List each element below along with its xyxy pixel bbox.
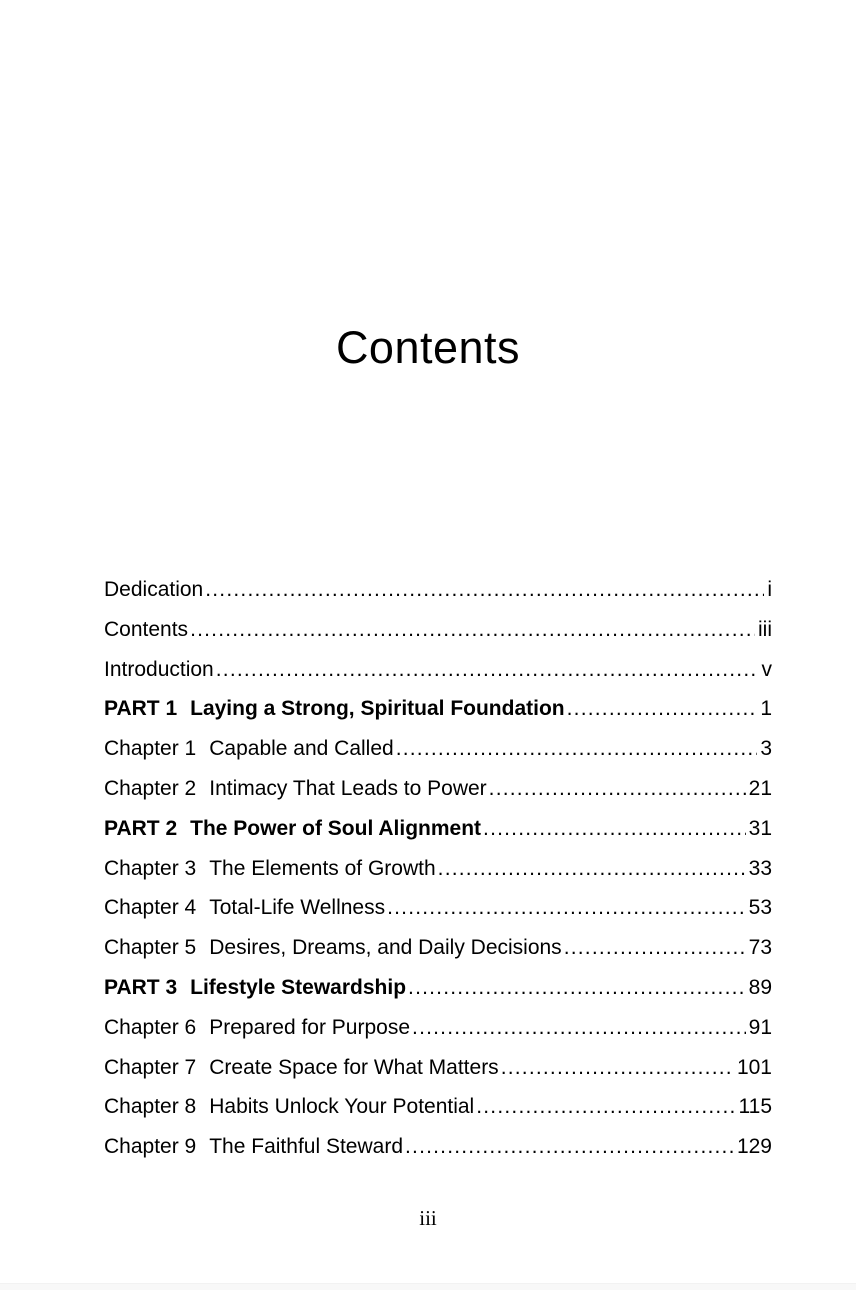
toc-entry-page: 33 [748, 856, 772, 880]
toc-entry-title: Dedication [104, 578, 204, 601]
toc-entry-page: 115 [738, 1095, 772, 1119]
toc-entry-title: Introduction [104, 657, 214, 681]
toc-entry-title: Desires, Dreams, and Daily Decisions [209, 936, 562, 960]
page-bottom-edge [0, 1283, 856, 1290]
toc-dot-leader [188, 610, 755, 650]
footer-page-number: iii [419, 1206, 437, 1230]
toc-entry-page: 3 [760, 737, 772, 761]
toc-entry-part-2 [104, 809, 772, 849]
toc-entry-page: 53 [748, 896, 772, 920]
table-of-contents [104, 570, 772, 1167]
toc-entry-chapter-6 [104, 1008, 772, 1048]
toc-entry-prefix: PART 3 [104, 975, 178, 999]
toc-entry-chapter-5 [104, 928, 772, 968]
toc-dot-leader [403, 1127, 734, 1167]
toc-entry-page: 129 [736, 1135, 772, 1159]
toc-entry-page: 91 [748, 1015, 772, 1039]
toc-dot-leader [487, 769, 746, 809]
toc-entry-prefix: PART 1 [104, 697, 178, 721]
toc-entry-title: Habits Unlock Your Potential [209, 1095, 475, 1119]
toc-entry-prefix: Chapter 8 [104, 1095, 197, 1119]
toc-dot-leader [394, 729, 758, 769]
toc-entry-part-3 [104, 968, 772, 1008]
toc-dot-leader [565, 689, 758, 729]
toc-entry-introduction [104, 650, 772, 690]
toc-entry-title: The Power of Soul Alignment [190, 816, 482, 840]
toc-entry-title: Prepared for Purpose [209, 1015, 411, 1039]
page-title: Contents [335, 322, 521, 373]
toc-dot-leader [562, 928, 746, 968]
toc-entry-title: Lifestyle Stewardship [190, 975, 407, 999]
toc-entry-title: Laying a Strong, Spiritual Foundation [190, 697, 565, 721]
toc-dot-leader [406, 968, 746, 1008]
toc-entry-page: 73 [748, 936, 772, 960]
toc-entry-page: 89 [748, 975, 772, 999]
toc-entry-prefix: Chapter 7 [104, 1055, 197, 1079]
toc-dot-leader [410, 1008, 746, 1048]
toc-entry-title: Contents [104, 617, 189, 641]
toc-dot-leader [474, 1087, 735, 1127]
toc-entry-chapter-2 [104, 769, 772, 809]
toc-entry-page: 101 [736, 1055, 772, 1079]
toc-entry-title: Total-Life Wellness [209, 896, 386, 920]
toc-entry-chapter-7 [104, 1048, 772, 1088]
toc-dot-leader [385, 888, 746, 928]
toc-entry-title: Intimacy That Leads to Power [209, 776, 487, 800]
toc-entry-part-1 [104, 689, 772, 729]
toc-entry-prefix: Chapter 9 [104, 1135, 197, 1159]
toc-entry-chapter-4 [104, 888, 772, 928]
toc-entry-page: iii [758, 617, 772, 641]
toc-entry-prefix: Chapter 5 [104, 936, 197, 960]
toc-entry-page: 1 [760, 697, 772, 721]
toc-entry-title: Create Space for What Matters [209, 1055, 499, 1079]
toc-entry-chapter-1 [104, 729, 772, 769]
toc-entry-page: v [761, 657, 772, 681]
toc-entry-chapter-9 [104, 1127, 772, 1167]
toc-entry-chapter-8 [104, 1087, 772, 1127]
toc-entry-page: 21 [748, 776, 772, 800]
toc-dot-leader [499, 1048, 734, 1088]
toc-entry-dedication [104, 570, 772, 610]
toc-dot-leader [436, 849, 746, 889]
toc-entry-prefix: Chapter 6 [104, 1015, 197, 1039]
toc-entry-prefix: Chapter 4 [104, 896, 197, 920]
toc-dot-leader [203, 570, 764, 610]
toc-entry-title: Capable and Called [209, 737, 394, 761]
toc-entry-page: 31 [748, 816, 772, 840]
toc-entry-prefix: Chapter 2 [104, 776, 197, 800]
toc-entry-prefix: PART 2 [104, 816, 178, 840]
toc-dot-leader [481, 809, 746, 849]
toc-entry-page: i [767, 578, 772, 601]
toc-entry-chapter-3 [104, 849, 772, 889]
toc-entry-prefix: Chapter 3 [104, 856, 197, 880]
toc-entry-contents [104, 610, 772, 650]
toc-entry-title: The Faithful Steward [209, 1135, 403, 1159]
toc-dot-leader [214, 650, 759, 690]
toc-entry-title: The Elements of Growth [209, 856, 436, 880]
toc-entry-prefix: Chapter 1 [104, 737, 197, 761]
